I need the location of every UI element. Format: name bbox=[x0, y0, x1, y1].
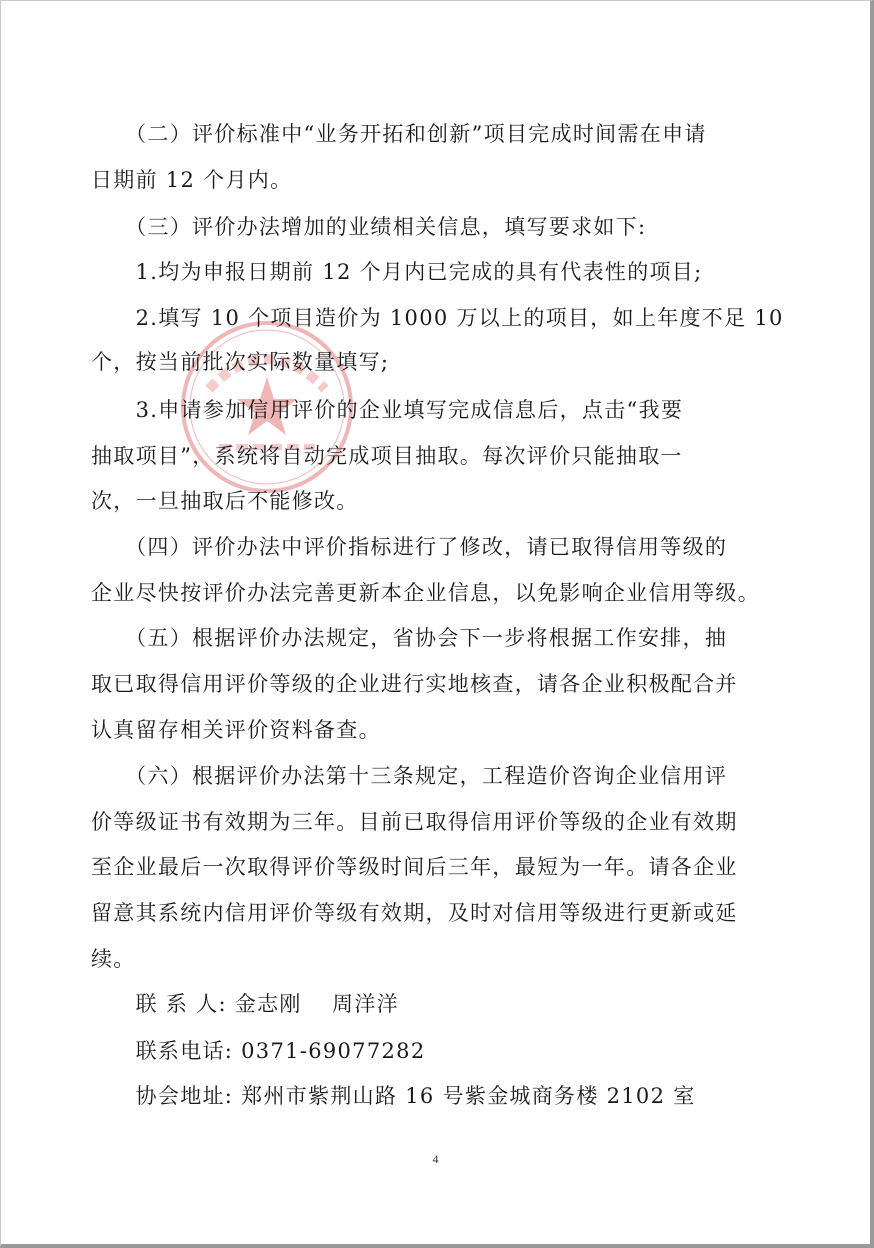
page-number: 4 bbox=[432, 1152, 439, 1166]
paragraph-line: 企业尽快按评价办法完善更新本企业信息，以免影响企业信用等级。 bbox=[91, 581, 760, 605]
paragraph-line: 认真留存相关评价资料备查。 bbox=[91, 718, 381, 742]
paragraph-line: 留意其系统内信用评价等级有效期，及时对信用等级进行更新或延 bbox=[91, 901, 738, 925]
paragraph-line: 3.申请参加信用评价的企业填写完成信息后，点击“我要 bbox=[91, 398, 684, 422]
paragraph-line: （二）评价标准中“业务开拓和创新”项目完成时间需在申请 bbox=[91, 122, 707, 146]
paragraph-line: 个，按当前批次实际数量填写; bbox=[91, 350, 390, 374]
paragraph-line: 至企业最后一次取得评价等级时间后三年，最短为一年。请各企业 bbox=[91, 855, 738, 879]
paragraph-line: （四）评价办法中评价指标进行了修改，请已取得信用等级的 bbox=[91, 535, 728, 559]
contact-phone-line: 联系电话: 0371-69077282 bbox=[91, 1039, 426, 1063]
paragraph-line: 续。 bbox=[91, 947, 136, 971]
paragraph-line: （三）评价办法增加的业绩相关信息，填写要求如下: bbox=[91, 215, 647, 239]
paragraph-line: （五）根据评价办法规定，省协会下一步将根据工作安排，抽 bbox=[91, 626, 728, 650]
paragraph-line: 1.均为申报日期前 12 个月内已完成的具有代表性的项目; bbox=[91, 260, 703, 284]
paragraph-line: 抽取项目”，系统将自动完成项目抽取。每次评价只能抽取一 bbox=[91, 444, 683, 468]
contact-person-line: 联 系 人: 金志刚 周洋洋 bbox=[91, 992, 399, 1016]
paragraph-line: （六）根据评价办法第十三条规定，工程造价咨询企业信用评 bbox=[91, 764, 728, 788]
paragraph-line: 次，一旦抽取后不能修改。 bbox=[91, 489, 359, 513]
paragraph-line: 2.填写 10 个项目造价为 1000 万以上的项目，如上年度不足 10 bbox=[91, 306, 784, 330]
paragraph-line: 取已取得信用评价等级的企业进行实地核查，请各企业积极配合并 bbox=[91, 672, 738, 696]
association-address-line: 协会地址: 郑州市紫荆山路 16 号紫金城商务楼 2102 室 bbox=[91, 1084, 696, 1108]
paragraph-line: 价等级证书有效期为三年。目前已取得信用评价等级的企业有效期 bbox=[91, 810, 738, 834]
paragraph-line: 日期前 12 个月内。 bbox=[91, 168, 293, 192]
